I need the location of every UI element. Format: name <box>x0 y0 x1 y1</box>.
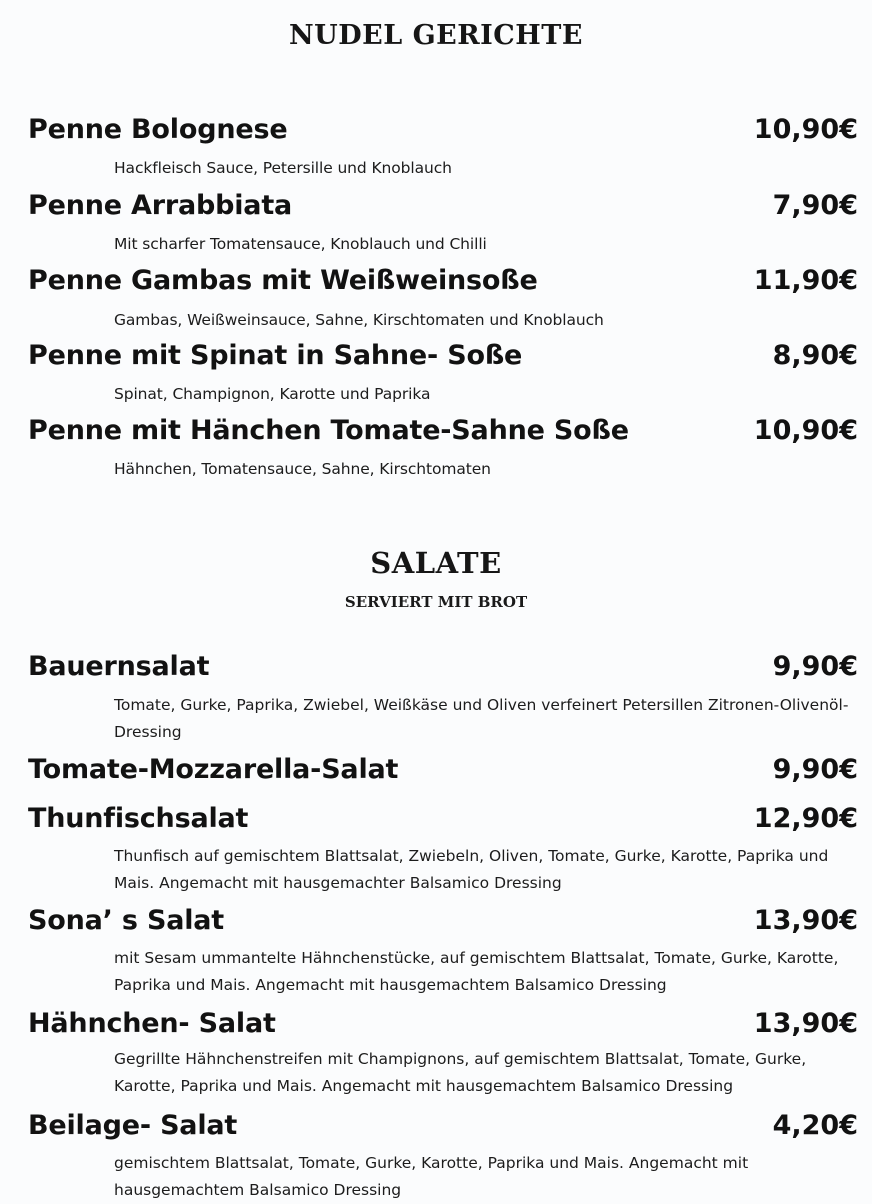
item-name: Thunfischsalat <box>28 803 249 834</box>
section-title-nudel: NUDEL GERICHTE <box>289 20 583 51</box>
item-name: Penne mit Hänchen Tomate-Sahne Soße <box>28 415 629 446</box>
item-price: 4,20€ <box>772 1110 858 1141</box>
item-price: 12,90€ <box>753 803 858 834</box>
item-price: 13,90€ <box>753 905 858 936</box>
item-description: Thunfisch auf gemischtem Blattsalat, Zwiebeln, Oliven, Tomate, Gurke, Karotte, Paprika und Mais. Angemacht mit hausgemachter Balsamico Dressing <box>114 847 829 892</box>
item-description: Spinat, Champignon, Karotte und Paprika <box>114 385 431 403</box>
item-name: Penne mit Spinat in Sahne- Soße <box>28 340 523 371</box>
item-name: Beilage- Salat <box>28 1110 238 1141</box>
item-description: Hähnchen, Tomatensauce, Sahne, Kirschtomaten <box>114 460 491 478</box>
item-name: Tomate-Mozzarella-Salat <box>28 754 399 785</box>
item-description: Gambas, Weißweinsauce, Sahne, Kirschtomaten und Knoblauch <box>114 311 604 329</box>
item-price: 8,90€ <box>772 340 858 371</box>
item-price: 10,90€ <box>753 114 858 145</box>
item-price: 11,90€ <box>753 265 858 296</box>
item-description: gemischtem Blattsalat, Tomate, Gurke, Karotte, Paprika und Mais. Angemacht mit hausgemachtem Balsamico Dressing <box>114 1154 749 1199</box>
item-name: Penne Bolognese <box>28 114 288 145</box>
section-title-salate: SALATE <box>370 546 502 580</box>
item-description: Tomate, Gurke, Paprika, Zwiebel, Weißkäse und Oliven verfeinert Petersillen Zitronen-Olivenöl- Dressing <box>114 696 849 741</box>
item-price: 7,90€ <box>772 190 858 221</box>
item-name: Bauernsalat <box>28 651 210 682</box>
item-description: Mit scharfer Tomatensauce, Knoblauch und Chilli <box>114 235 487 253</box>
item-price: 13,90€ <box>753 1008 858 1039</box>
item-price: 9,90€ <box>772 651 858 682</box>
section-subtitle-salate: SERVIERT MIT BROT <box>344 593 528 611</box>
item-description: Gegrillte Hähnchenstreifen mit Champignons, auf gemischtem Blattsalat, Tomate, Gurke, Karotte, Paprika und Mais. Angemacht mit hausgemachtem Balsamico Dressing <box>114 1050 807 1095</box>
item-description: Hackfleisch Sauce, Petersille und Knoblauch <box>114 159 452 177</box>
item-price: 9,90€ <box>772 754 858 785</box>
item-price: 10,90€ <box>753 415 858 446</box>
item-description: mit Sesam ummantelte Hähnchenstücke, auf gemischtem Blattsalat, Tomate, Gurke, Karotte, Paprika und Mais. Angemacht mit hausgemachtem Balsamico Dressing <box>114 949 839 994</box>
item-name: Hähnchen- Salat <box>28 1008 276 1039</box>
item-name: Penne Arrabbiata <box>28 190 293 221</box>
item-name: Penne Gambas mit Weißweinsoße <box>28 265 538 296</box>
item-name: Sona’ s Salat <box>28 905 225 936</box>
